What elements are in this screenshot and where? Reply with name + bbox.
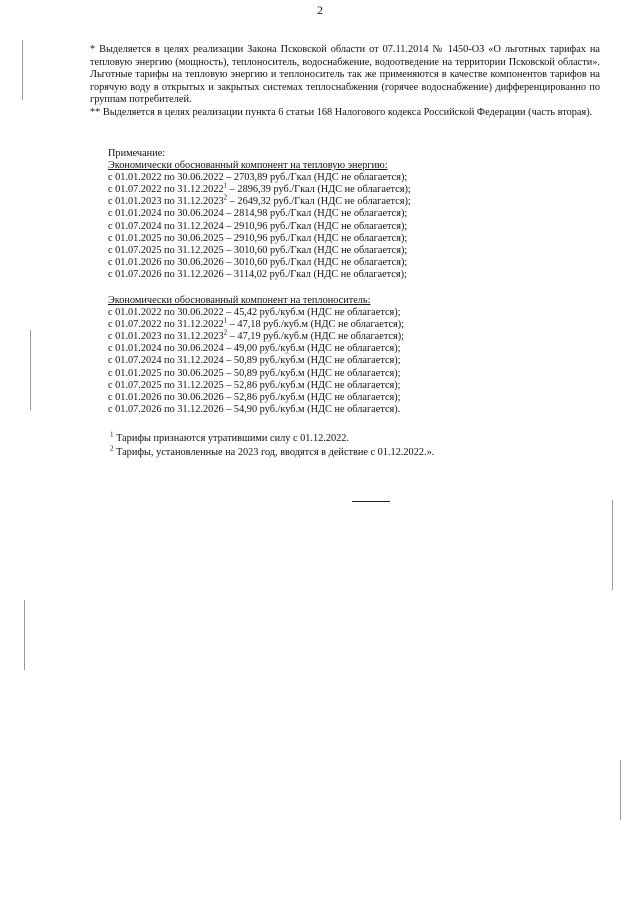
scan-noise [22, 40, 23, 100]
tariff-row [108, 328, 405, 343]
tariff-period: с 01.07.2024 по 31.12.2024 – 50,89 руб./куб.м (НДС не облагается); [108, 355, 401, 367]
footnote-ref: 2 [223, 193, 228, 202]
footnote-ref: 1 [223, 181, 228, 190]
carrier-heading: Экономически обоснованный компонент на теплоноситель: [108, 295, 371, 306]
tariff-period: с 01.07.2026 по 31.12.2026 – 54,90 руб./куб.м (НДС не облагается). [108, 403, 401, 415]
tariff-period: с 01.07.2025 по 31.12.2025 – 3010,60 руб./Гкал (НДС не облагается); [108, 244, 408, 256]
footnotes [110, 432, 434, 460]
footnote-ref: 2 [223, 328, 228, 337]
energy-rows [108, 172, 411, 281]
tariff-value: – 47,18 руб./куб.м (НДС не облагается); [227, 319, 405, 331]
tariff-period: с 01.01.2026 по 30.06.2026 – 3010,60 руб./Гкал (НДС не облагается); [108, 256, 408, 268]
tariff-period: с 01.07.2024 по 31.12.2024 – 2910,96 руб./Гкал (НДС не облагается); [108, 220, 408, 232]
tariff-row [108, 368, 404, 380]
footnote-text: Тарифы признаются утратившими силу с 01.12.2022. [113, 433, 350, 444]
tariff-row [108, 343, 404, 355]
tariff-row [108, 355, 404, 367]
energy-heading: Экономически обоснованный компонент на тепловую энергию: [108, 160, 388, 172]
note-double-asterisk: ** Выделяется в целях реализации пункта 6 статьи 168 Налогового кодекса Российской Федерации (часть вторая). [90, 106, 593, 118]
tariff-row [108, 208, 411, 220]
note-single-asterisk: * Выделяется в целях реализации Закона Псковской области от 07.11.2014 № 1450-ОЗ «О льготных тарифах на тепловую энергию (мощность), теплоноситель, водоснабжение, водоотведение на территории Псковской области». Льготные тарифы на тепловую энергию и теплоноситель так же применяются в качестве компонентов тарифов на горячую воду в открытых и закрытых системах теплоснабжения (горячее водоснабжение) дифференцированно по группам потребителей. [90, 44, 600, 106]
scan-noise [30, 330, 31, 410]
tariff-value: – 2649,32 руб./Гкал (НДС не облагается); [227, 196, 411, 208]
tariff-period: с 01.07.2022 по 31.12.2022 [108, 184, 224, 196]
footnote-mark: 1 [110, 430, 114, 439]
tariff-period: с 01.01.2023 по 31.12.2023 [108, 331, 224, 343]
tariff-row [108, 269, 411, 281]
tariff-row [108, 307, 404, 319]
tariff-row [108, 404, 404, 416]
tariff-row [108, 392, 404, 404]
tariff-row [108, 316, 405, 331]
footnote-text: Тарифы, установленные на 2023 год, вводятся в действие с 01.12.2022.». [113, 447, 435, 458]
remark-label: Примечание: [108, 148, 166, 159]
tariff-value: – 2896,39 руб./Гкал (НДС не облагается); [227, 184, 411, 196]
asterisk-notes [90, 44, 600, 120]
tariff-row [108, 257, 411, 269]
scan-noise [24, 600, 25, 670]
tariff-period: с 01.01.2024 по 30.06.2024 – 2814,98 руб./Гкал (НДС не облагается); [108, 208, 408, 220]
scan-noise [620, 760, 621, 820]
tariff-period: с 01.01.2025 по 30.06.2025 – 50,89 руб./куб.м (НДС не облагается); [108, 367, 401, 379]
tariff-period: с 01.01.2023 по 31.12.2023 [108, 196, 224, 208]
tariff-period: с 01.01.2024 по 30.06.2024 – 49,00 руб./куб.м (НДС не облагается); [108, 343, 401, 355]
tariff-period: с 01.01.2026 по 30.06.2026 – 52,86 руб./куб.м (НДС не облагается); [108, 391, 401, 403]
tariff-period: с 01.01.2022 по 30.06.2022 – 45,42 руб./куб.м (НДС не облагается); [108, 307, 401, 319]
end-rule [352, 501, 390, 502]
tariff-row [108, 380, 404, 392]
tariff-row [108, 193, 411, 208]
energy-component-block [108, 148, 411, 281]
tariff-row [108, 181, 411, 196]
tariff-period: с 01.07.2026 по 31.12.2026 – 3114,02 руб./Гкал (НДС не облагается); [108, 268, 407, 280]
scan-noise [612, 500, 613, 590]
tariff-value: – 47,19 руб./куб.м (НДС не облагается); [227, 331, 405, 343]
tariff-period: с 01.07.2022 по 31.12.2022 [108, 319, 224, 331]
carrier-component-block [108, 295, 404, 416]
tariff-row [108, 221, 411, 233]
footnote-ref: 1 [223, 316, 228, 325]
footnote-mark: 2 [110, 444, 114, 453]
page-number: 2 [317, 3, 323, 17]
footnote-2 [110, 446, 434, 460]
tariff-period: с 01.07.2025 по 31.12.2025 – 52,86 руб./куб.м (НДС не облагается); [108, 379, 401, 391]
tariff-period: с 01.01.2025 по 30.06.2025 – 2910,96 руб./Гкал (НДС не облагается); [108, 232, 408, 244]
tariff-row [108, 245, 411, 257]
tariff-period: с 01.01.2022 по 30.06.2022 – 2703,89 руб./Гкал (НДС не облагается); [108, 172, 408, 184]
footnote-1 [110, 432, 434, 446]
tariff-row [108, 233, 411, 245]
tariff-row [108, 172, 411, 184]
carrier-rows [108, 307, 404, 416]
